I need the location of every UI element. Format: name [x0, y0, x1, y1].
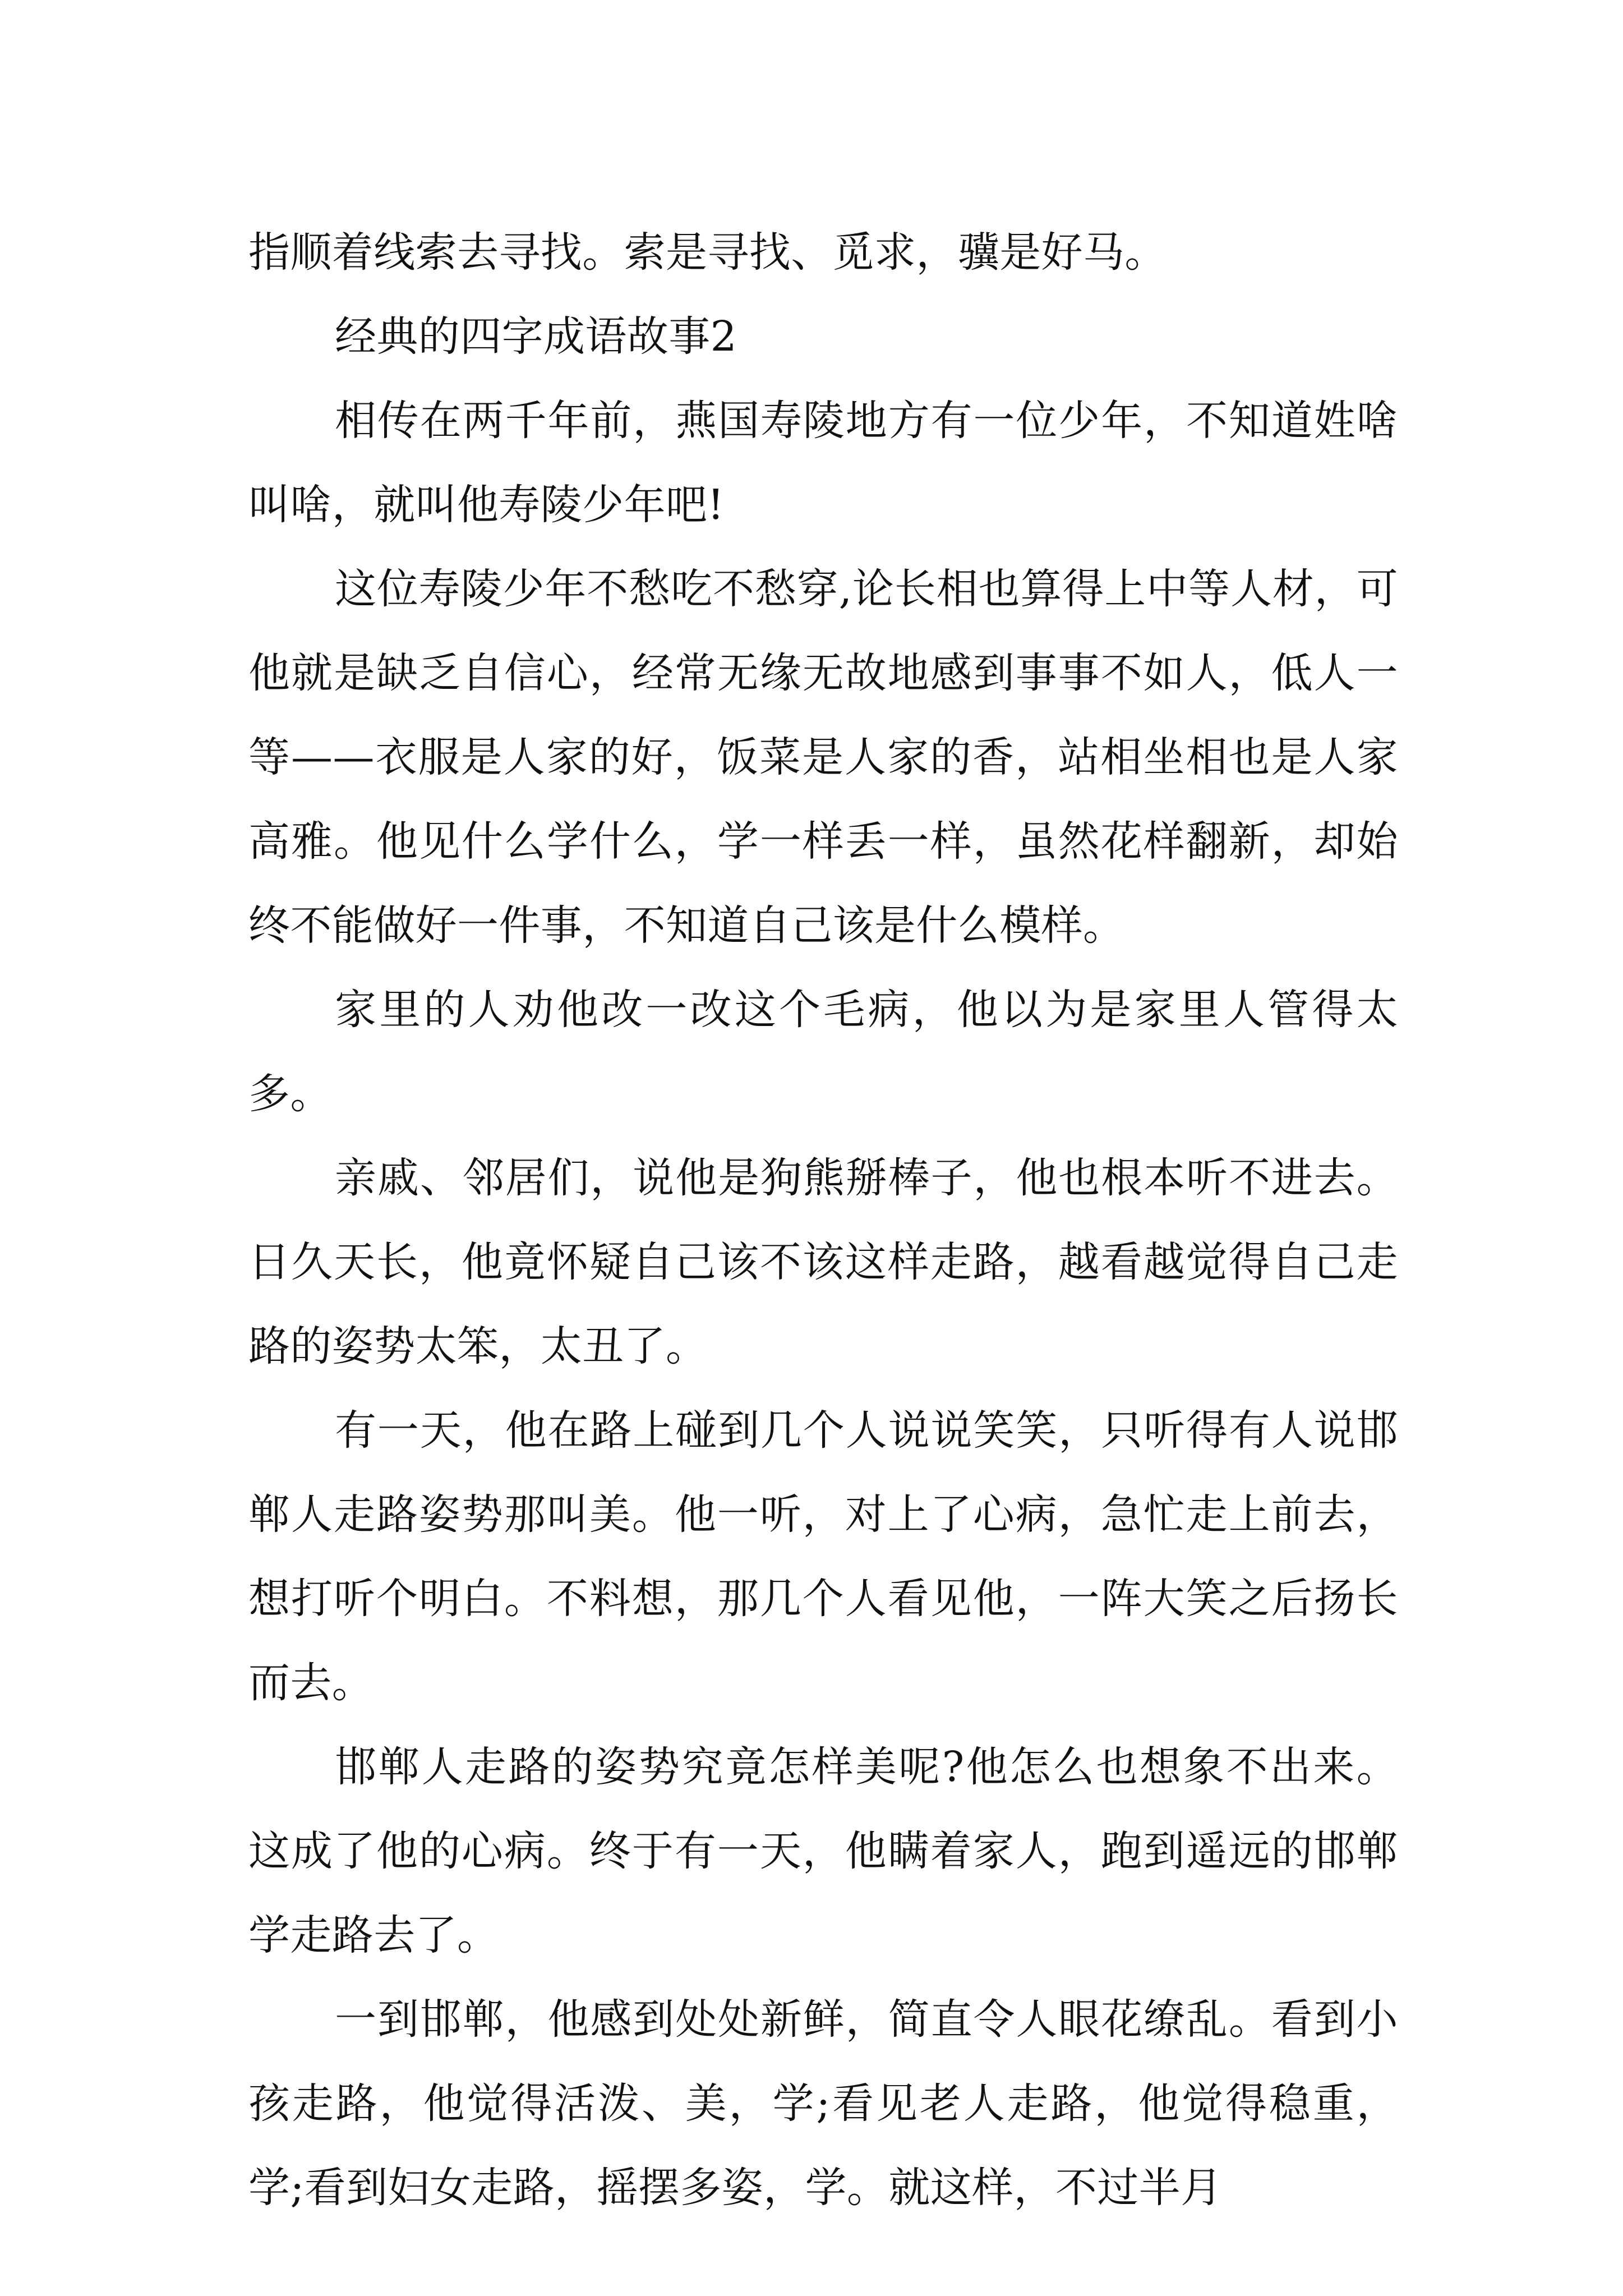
section-heading: 经典的四字成语故事2	[335, 312, 737, 361]
paragraph: 有一天，他在路上碰到几个人说说笑笑，只听得有人说邯郸人走路姿势那叫美。他一听，对上了心病，急忙走上前去，想打听个明白。不料想，那几个人看见他，一阵大笑之后扬长而去。	[248, 1406, 1398, 1707]
paragraph: 这位寿陵少年不愁吃不愁穿,论长相也算得上中等人材，可他就是缺乏自信心，经常无缘无故地感到事事不如人，低人一等——衣服是人家的好，饭菜是人家的香，站相坐相也是人家高雅。他见什么学什么，学一样丢一样，虽然花样翻新，却始终不能做好一件事，不知道自己该是什么模样。	[248, 565, 1398, 950]
paragraph: 相传在两千年前，燕国寿陵地方有一位少年，不知道姓啥叫啥，就叫他寿陵少年吧!	[248, 397, 1398, 529]
paragraph-intro-explanation: 指顺着线索去寻找。索是寻找、觅求，骥是好马。	[248, 228, 1166, 277]
paragraph: 一到邯郸，他感到处处新鲜，简直令人眼花缭乱。看到小孩走路，他觉得活泼、美，学;看见老人走路，他觉得稳重，学;看到妇女走路，摇摆多姿，学。就这样，不过半月	[248, 1995, 1398, 2212]
paragraph: 亲戚、邻居们，说他是狗熊掰棒子，他也根本听不进去。日久天长，他竟怀疑自己该不该这样走路，越看越觉得自己走路的姿势太笨，太丑了。	[248, 1154, 1398, 1370]
paragraph: 家里的人劝他改一改这个毛病，他以为是家里人管得太多。	[248, 986, 1398, 1118]
document-body	[248, 210, 1398, 2230]
paragraph: 邯郸人走路的姿势究竟怎样美呢?他怎么也想象不出来。这成了他的心病。终于有一天，他瞒着家人，跑到遥远的邯郸学走路去了。	[248, 1743, 1398, 1959]
